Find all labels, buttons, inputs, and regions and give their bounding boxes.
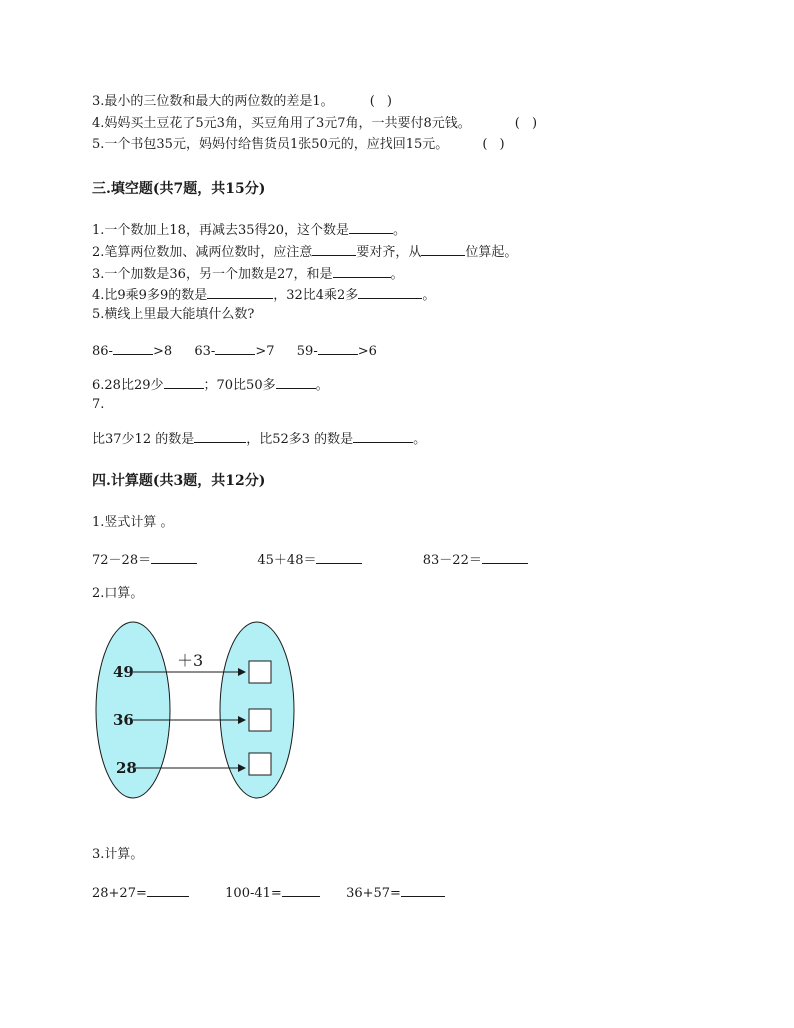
section4-title: 四.计算题(共3题，共12分) xyxy=(92,473,266,489)
answer-box-1[interactable] xyxy=(249,661,271,683)
fill-q7-number: 7. xyxy=(92,397,105,412)
judgment-q5-text: 5.一个书包35元，妈妈付给售货员1张50元的，应找回15元。 xyxy=(92,137,449,152)
input-value-2: 36 xyxy=(113,711,134,729)
fill-q4-blank-1[interactable] xyxy=(207,286,273,299)
fill-q3-text: 3.一个加数是36，另一个加数是27，和是 xyxy=(92,267,333,282)
fill-q7-blank-2[interactable] xyxy=(353,430,413,443)
judgment-q5 xyxy=(92,136,509,154)
fill-q2-blank-1[interactable] xyxy=(312,243,356,256)
judgment-q3-text: 3.最小的三位数和最大的两位数的差是1。 xyxy=(92,94,334,109)
calc-q3-expr3: 36+57= xyxy=(346,886,401,901)
calc-q2: 2.口算。 xyxy=(92,586,144,601)
fill-q5-expr3-right: >6 xyxy=(357,344,377,359)
answer-box-2[interactable] xyxy=(249,709,271,731)
fill-q1-end: 。 xyxy=(393,223,407,238)
judgment-q3-answer-paren[interactable]: ( ) xyxy=(369,94,396,109)
calc-q3-expr3-blank[interactable] xyxy=(401,884,445,897)
calc-q1-expr3-blank[interactable] xyxy=(482,551,528,564)
fill-q5: 5.横线上里最大能填什么数? xyxy=(92,307,255,322)
calc-q1-expr2-blank[interactable] xyxy=(316,551,362,564)
fill-q6-blank-2[interactable] xyxy=(276,376,316,389)
calc-q3-expressions xyxy=(92,884,445,903)
operator-label: ＋3 xyxy=(177,651,204,670)
calc-q3: 3.计算。 xyxy=(92,847,144,862)
judgment-q4-text: 4.妈妈买土豆花了5元3角，买豆角用了3元7角，一共要付8元钱。 xyxy=(92,116,471,131)
fill-q3-blank[interactable] xyxy=(333,265,391,278)
judgment-q3 xyxy=(92,93,396,111)
calc-q1-expr1: 72－28＝ xyxy=(92,553,152,568)
fill-q6-text: 6.28比29少 xyxy=(92,378,164,393)
fill-q5-expr1-right: >8 xyxy=(152,344,173,359)
fill-q5-expr1-left: 86- xyxy=(92,344,113,359)
fill-q6 xyxy=(92,376,329,395)
fill-q4-text: 4.比9乘9多9的数是 xyxy=(92,288,208,303)
fill-q5-expr2-right: >7 xyxy=(255,344,275,359)
fill-q2-blank-2[interactable] xyxy=(421,243,465,256)
fill-q5-expr3-blank[interactable] xyxy=(318,342,358,355)
fill-q4 xyxy=(92,286,435,305)
fill-q7-mid: ，比52多3 的数是 xyxy=(246,432,354,447)
input-value-1: 49 xyxy=(113,663,134,681)
fill-q5-expr2-left: 63- xyxy=(194,344,216,359)
fill-q2-text: 2.笔算两位数加、减两位数时，应注意 xyxy=(92,245,313,260)
calc-q3-expr2-blank[interactable] xyxy=(282,884,320,897)
fill-q7-blank-1[interactable] xyxy=(194,430,246,443)
calc-q1-expr2: 45＋48＝ xyxy=(257,553,317,568)
fill-q4-blank-2[interactable] xyxy=(358,286,422,299)
calc-q1-expr1-blank[interactable] xyxy=(151,551,197,564)
fill-q6-mid: ；70比50多 xyxy=(203,378,276,393)
judgment-q4 xyxy=(92,115,541,133)
fill-q2 xyxy=(92,243,517,262)
calc-q1-expr3: 83－22＝ xyxy=(422,553,482,568)
fill-q1-blank[interactable] xyxy=(349,221,393,234)
judgment-q5-answer-paren[interactable]: ( ) xyxy=(482,137,509,152)
section3-title: 三.填空题(共7题，共15分) xyxy=(92,181,266,197)
calc-q3-expr1: 28+27= xyxy=(92,886,147,901)
calc-q3-expr1-blank[interactable] xyxy=(147,884,189,897)
input-value-3: 28 xyxy=(116,759,137,777)
fill-q3-end: 。 xyxy=(390,267,404,282)
fill-q5-expressions xyxy=(92,342,377,361)
fill-q2-end: 位算起。 xyxy=(465,245,518,260)
calc-q3-expr2: 100-41= xyxy=(225,886,282,901)
fill-q5-expr1-blank[interactable] xyxy=(113,342,153,355)
fill-q4-mid: ，32比4乘2多 xyxy=(273,288,359,303)
fill-q7 xyxy=(92,430,426,449)
fill-q3 xyxy=(92,265,404,284)
fill-q1-text: 1.一个数加上18，再减去35得20，这个数是 xyxy=(92,223,350,238)
fill-q1 xyxy=(92,221,406,240)
fill-q6-end: 。 xyxy=(315,378,329,393)
fill-q5-expr3-left: 59- xyxy=(296,344,318,359)
mapping-diagram xyxy=(90,615,300,805)
fill-q6-blank-1[interactable] xyxy=(164,376,204,389)
answer-box-3[interactable] xyxy=(249,753,271,775)
fill-q7-text: 比37少12 的数是 xyxy=(92,432,195,447)
fill-q5-expr2-blank[interactable] xyxy=(215,342,255,355)
fill-q7-end: 。 xyxy=(413,432,427,447)
calc-q1: 1.竖式计算 。 xyxy=(92,515,174,530)
fill-q2-mid: 要对齐，从 xyxy=(356,245,422,260)
calc-q1-expressions xyxy=(92,551,528,570)
judgment-q4-answer-paren[interactable]: ( ) xyxy=(514,116,542,131)
fill-q4-end: 。 xyxy=(422,288,436,303)
